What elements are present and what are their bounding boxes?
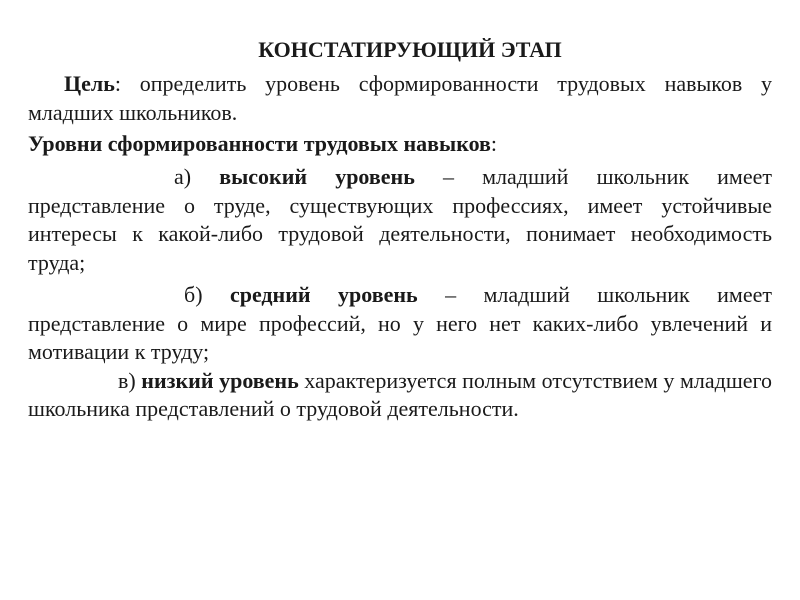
level-marker: б) xyxy=(184,282,230,307)
level-description: характеризуется полным отсутствием у младшего школьника представлений о трудовой деятельности. xyxy=(28,367,772,421)
level-item-low xyxy=(28,367,772,424)
level-marker: в) xyxy=(118,367,142,393)
levels-heading-label: Уровни сформированности трудовых навыков xyxy=(28,131,491,156)
level-item-high xyxy=(28,163,772,277)
goal-text: определить уровень сформированности трудовых навыков у младших школьников. xyxy=(28,71,772,125)
level-name: высокий уровень xyxy=(219,164,415,189)
slide-title: КОНСТАТИРУЮЩИЙ ЭТАП xyxy=(258,37,562,62)
level-item-medium xyxy=(28,281,772,367)
levels-heading xyxy=(28,129,772,159)
levels-heading-colon: : xyxy=(490,131,498,156)
level-name: средний уровень xyxy=(229,282,418,307)
goal-label: Цель xyxy=(64,71,115,96)
level-name: низкий уровень xyxy=(141,367,299,393)
goal-colon: : xyxy=(114,71,121,96)
level-description: – младший школьник имеет представление о труде, существующих профессиях, имеет устойчивые интересы к какой-либо трудовой деятельности, понимает необходимость труда; xyxy=(28,164,772,275)
level-marker: а) xyxy=(174,164,220,189)
level-description: – младший школьник имеет представление о мире профессий, но у него нет каких-либо увлечений и мотивации к труду; xyxy=(28,282,772,364)
goal-paragraph xyxy=(28,70,772,127)
